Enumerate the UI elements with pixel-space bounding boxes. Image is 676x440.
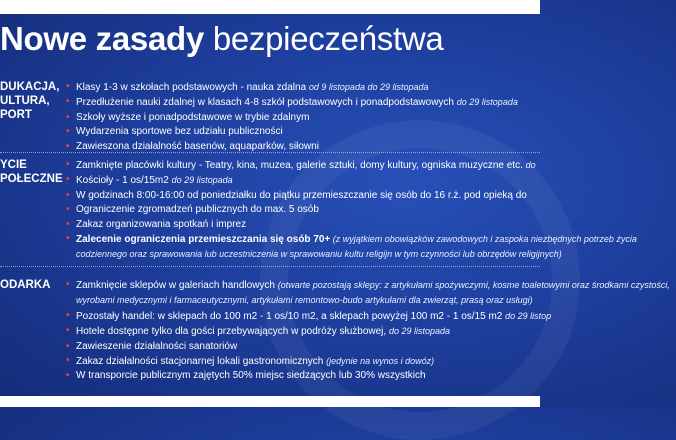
section-title-line: POŁECZNE	[0, 173, 63, 185]
bullet-icon: •	[66, 218, 70, 230]
title-bold: Nowe zasady	[0, 20, 204, 57]
bullet-icon: •	[66, 370, 70, 382]
title-light: bezpieczeństwa	[212, 20, 444, 57]
page-title	[0, 20, 443, 58]
bullet-icon: •	[66, 126, 70, 138]
list-item: • Hotele dostępne tylko dla gości przebywających w podróży służbowej, do 29 listopada	[66, 325, 451, 338]
list-item: • Przedłużenie nauki zdalnej w klasach 4-8 szkół podstawowych i ponadpodstawowych do 29 listopada	[66, 96, 518, 109]
section-title-social-life	[0, 158, 63, 186]
list-item: • Zakaz organizowania spotkań i imprez	[66, 218, 540, 232]
bullet-icon: •	[66, 96, 70, 108]
list-item: • Zakaz działalności stacjonarnej lokali gastronomicznych (jedynie na wynos i dowóz)	[66, 355, 435, 368]
bottom-white-band	[0, 396, 540, 407]
list-item: • Pozostały handel: w sklepach do 100 m2 - 1 os/10 m2, a sklepach powyżej 100 m2 - 1 os/15 m2 do 29 listop	[66, 309, 552, 322]
section-title-economy	[0, 278, 58, 292]
list-item: • Klasy 1-3 w szkołach podstawowych - nauka zdalna od 9 listopada do 29 listopada	[66, 81, 429, 93]
bullet-icon: •	[66, 340, 70, 352]
bullet-icon: •	[66, 140, 70, 152]
list-item: • Wydarzenia sportowe bez udziału publiczności	[66, 125, 540, 139]
section-title-line: YCIE	[0, 159, 27, 171]
bullet-icon: •	[66, 111, 70, 123]
list-item: • Ograniczenie zgromadzeń publicznych do max. 5 osób	[66, 203, 540, 217]
section-title-education	[0, 80, 58, 122]
bullet-icon: •	[66, 81, 70, 92]
list-item: • Zamknięcie sklepów w galeriach handlowych (otwarte pozostają sklepy: z artykułami spożywczymi, kosme toaletowymi oraz środkami czystości, wyrobami medycznymi i farmaceutycznymi, artykułami remontowo-budo artykułami dla zwierząt, prasą oraz usługi)	[66, 279, 670, 306]
list-item: • Szkoły wyższe i ponadpodstawowe w trybie zdalnym	[66, 111, 540, 125]
bullet-icon: •	[66, 174, 70, 186]
section-divider	[0, 266, 540, 267]
section-divider	[0, 152, 540, 153]
list-item: • Zalecenie ograniczenia przemieszczania się osób 70+ (z wyjątkiem obowiązków zawodowych i zaspoka niezbędnych potrzeb życia codziennego oraz sprawowania lub uczestniczenia w sprawowaniu kultu religijn w tym czynności lub obrzędów religijnych)	[66, 233, 637, 260]
bullet-icon: •	[66, 355, 70, 367]
list-item: • W transporcie publicznym zajętych 50% miejsc siedzących lub 30% wszystkich	[66, 369, 540, 383]
list-item: • Zawieszenie działalności sanatoriów	[66, 340, 540, 354]
list-item: • Zamknięte placówki kultury - Teatry, kina, muzea, galerie sztuki, domy kultury, ogniska muzyczne etc. do	[66, 159, 536, 171]
section-title-line: ULTURA,	[0, 95, 50, 107]
bullet-icon: •	[66, 204, 70, 216]
bullet-icon: •	[66, 309, 70, 321]
list-item: • W godzinach 8:00-16:00 od poniedziałku do piątku przemieszczanie się osób do 16 r.ż. pod opieką do	[66, 189, 540, 203]
list-item: • Kościoły - 1 os/15m2 do 29 listopada	[66, 174, 233, 187]
bullet-icon: •	[66, 233, 70, 245]
top-white-band	[0, 0, 540, 14]
section-title-line: PORT	[0, 109, 32, 121]
section-title-line: DUKACJA,	[0, 81, 60, 93]
bullet-icon: •	[66, 279, 70, 290]
bullet-icon: •	[66, 159, 70, 170]
bullet-icon: •	[66, 325, 70, 337]
list-item: • Zawieszona działalność basenów, aquaparków, siłowni	[66, 140, 540, 154]
section-title-line: ODARKA	[0, 279, 51, 291]
bullet-icon: •	[66, 189, 70, 201]
